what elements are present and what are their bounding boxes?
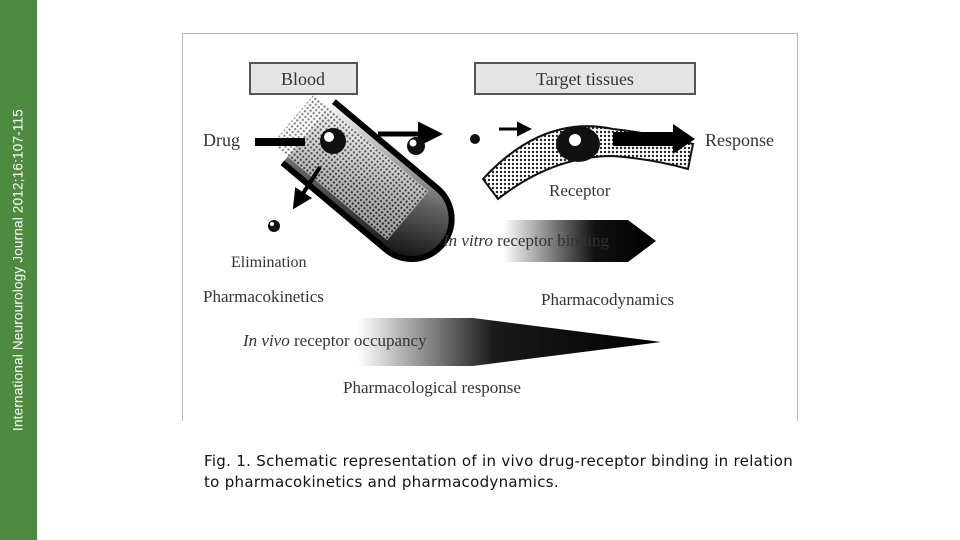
drug-molecule-in-blood [320,128,346,154]
response-label: Response [705,130,774,150]
target-tissues-label: Target tissues [536,69,634,89]
in-vivo-label: In vivo receptor occupancy [243,331,427,350]
elimination-label: Elimination [231,254,307,271]
pharmacodynamics-label: Pharmacodynamics [541,290,675,309]
pharmacokinetics-label: Pharmacokinetics [203,287,324,306]
blood-label: Blood [280,69,326,89]
journal-side-bar [0,0,37,540]
figure-panel [182,33,798,421]
drug-input-bar [255,138,305,146]
in-vitro-label: In vitro receptor binding [443,231,610,250]
journal-citation: International Neurourology Journal 2012;16:107-115 [10,109,26,431]
pharmacological-response-label: Pharmacological response [343,378,521,397]
figure-caption: Fig. 1. Schematic representation of in vivo drug-receptor binding in relation to pharmacokinetics and pharmacodynamics. [204,452,794,491]
receptor-label: Receptor [549,181,611,200]
drug-receptor-diagram [183,34,797,421]
drug-label: Drug [203,130,240,150]
blood-vessel-shape [267,89,468,276]
